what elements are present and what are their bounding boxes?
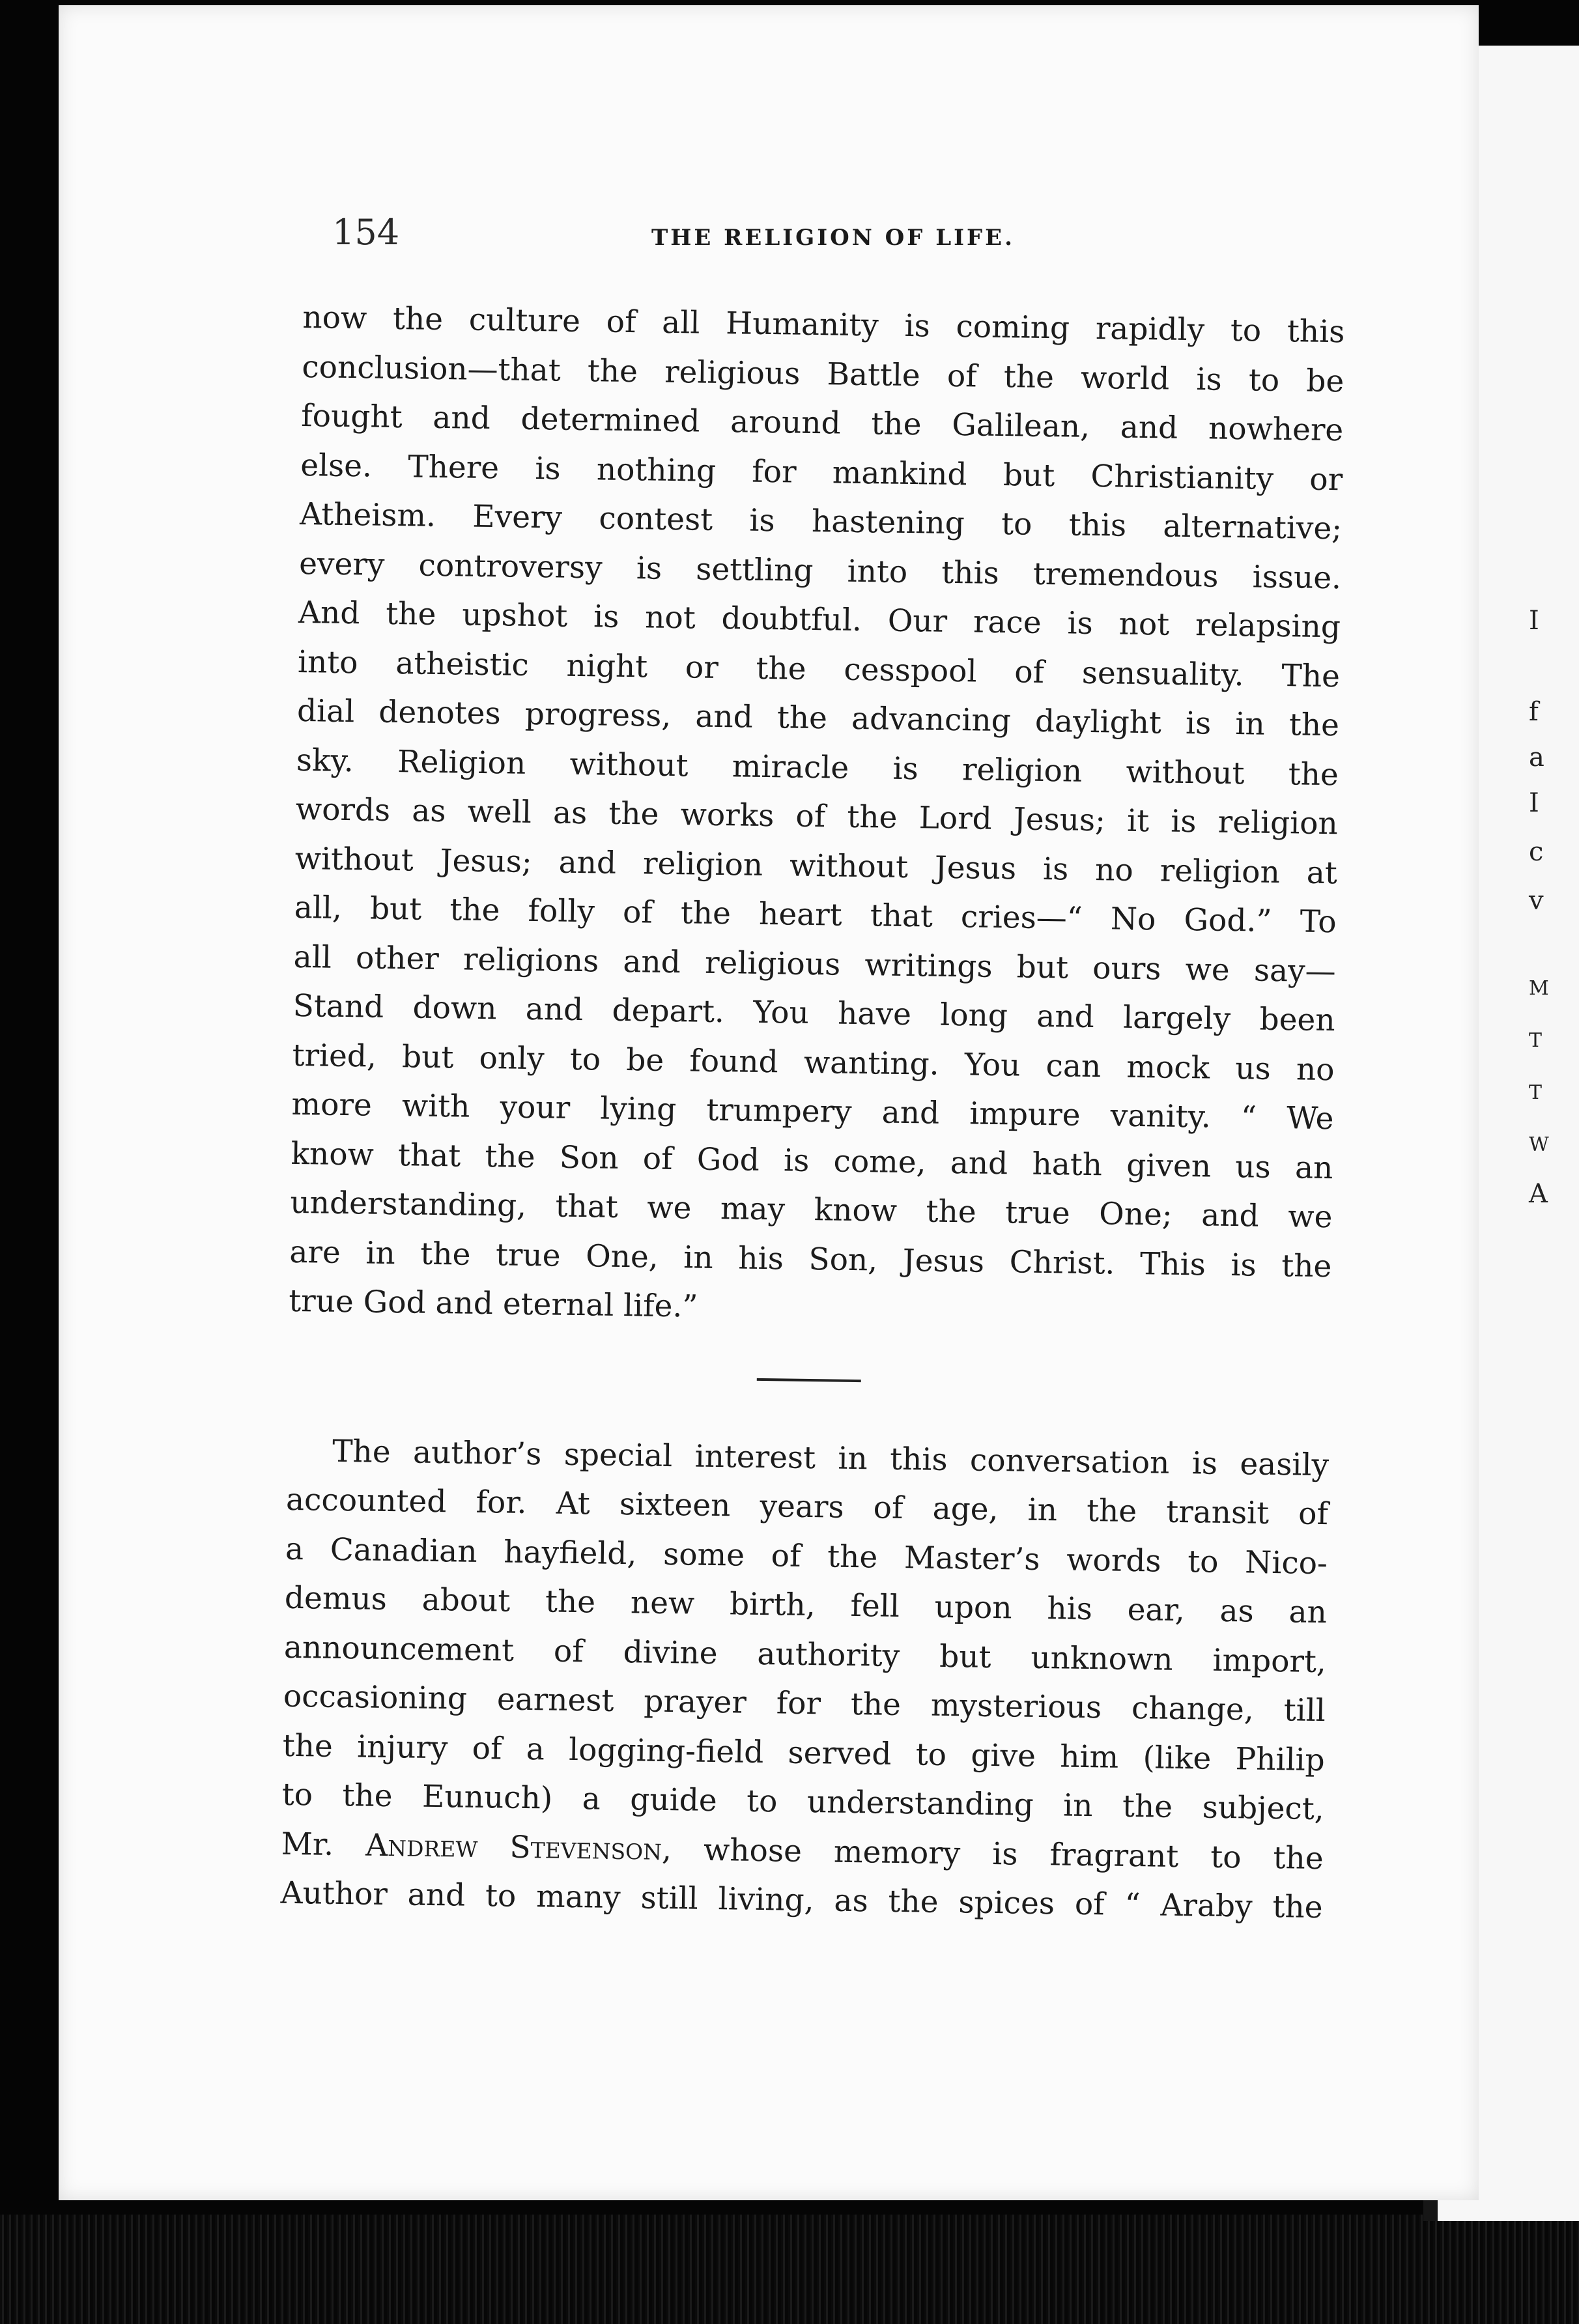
edge-letter: M [1529, 977, 1549, 1000]
scan-backdrop [0, 2215, 1579, 2324]
edge-letter: A [1529, 1179, 1548, 1209]
text-line: more with your lying trumpery and impure vanity. “ We [291, 1086, 1334, 1137]
edge-letter: f [1529, 697, 1539, 727]
text-line: And the upshot is not doubtful. Our race is not relapsing [298, 594, 1341, 645]
text-line: else. There is nothing for mankind but Christianity or [300, 447, 1343, 498]
section-divider [757, 1378, 861, 1382]
text-line: occasioning earnest prayer for the mysterious change, till [283, 1678, 1326, 1729]
edge-letter: I [1529, 788, 1539, 818]
text-line: all, but the folly of the heart that cries—“ No God.” To [294, 889, 1337, 941]
text-line: conclusion—that the religious Battle of the world is to be [302, 348, 1344, 399]
page-body [280, 293, 1345, 1933]
edge-letter: I [1529, 606, 1539, 636]
text-line: demus about the new birth, fell upon his ear, as an [284, 1580, 1328, 1631]
edge-letter: T [1529, 1029, 1543, 1052]
text-line: know that the Son of God is come, and hath given us an [291, 1135, 1333, 1186]
text-line: the injury of a logging-field served to give him (like Philip [282, 1727, 1326, 1778]
paragraph [280, 1426, 1329, 1932]
text-line: Author and to many still living, as the spices of “ Araby the [280, 1875, 1323, 1926]
text-fragment: , whose memory is fragrant to the [661, 1831, 1324, 1877]
paragraph [289, 293, 1345, 1340]
text-line: words as well as the works of the Lord Jesus; it is religion [295, 791, 1339, 842]
edge-letter: T [1529, 1081, 1543, 1104]
text-line: Stand down and depart. You have long and largely been [292, 987, 1335, 1039]
text-line: every controversy is settling into this tremendous issue. [298, 545, 1342, 596]
honorific: Mr. [281, 1826, 366, 1863]
text-line: sky. Religion without miracle is religion without the [296, 742, 1339, 793]
text-line: a Canadian hayfield, some of the Master’s words to Nico- [285, 1531, 1328, 1581]
page-number: 154 [332, 212, 400, 253]
running-head: THE RELIGION OF LIFE. [651, 225, 1015, 251]
text-line: true God and eternal life.” [289, 1282, 698, 1325]
text-line: are in the true One, in his Son, Jesus Christ. This is the [289, 1234, 1332, 1284]
text-line: into atheistic night or the cesspool of sensuality. The [297, 644, 1341, 694]
text-line: accounted for. At sixteen years of age, in the transit of [285, 1481, 1329, 1533]
text-line: understanding, that we may know the true One; and we [290, 1184, 1333, 1236]
text-line: Atheism. Every contest is hastening to this alternative; [299, 496, 1343, 547]
edge-letter: a [1529, 743, 1544, 772]
edge-letter: c [1529, 837, 1544, 867]
text-line: to the Eunuch) a guide to understanding in the subject, [281, 1776, 1325, 1828]
text-line: all other religions and religious writings but ours we say— [293, 939, 1337, 989]
text-line: fought and determined around the Galilean, and nowhere [300, 397, 1344, 449]
text-line: now the culture of all Humanity is coming rapidly to this [302, 299, 1345, 350]
person-name: Andrew Stevenson [365, 1827, 662, 1867]
text-line: The author’s special interest in this conversation is easily [332, 1433, 1330, 1483]
edge-letter: W [1529, 1133, 1549, 1156]
text-line: dial denotes progress, and the advancing daylight is in the [296, 692, 1340, 744]
text-line: without Jesus; and religion without Jesus is no religion at [294, 840, 1338, 891]
text-line: tried, but only to be found wanting. You can mock us no [292, 1037, 1335, 1088]
edge-letter: v [1529, 886, 1544, 916]
text-line: announcement of divine authority but unknown import, [283, 1629, 1327, 1680]
page-header [332, 212, 1335, 264]
